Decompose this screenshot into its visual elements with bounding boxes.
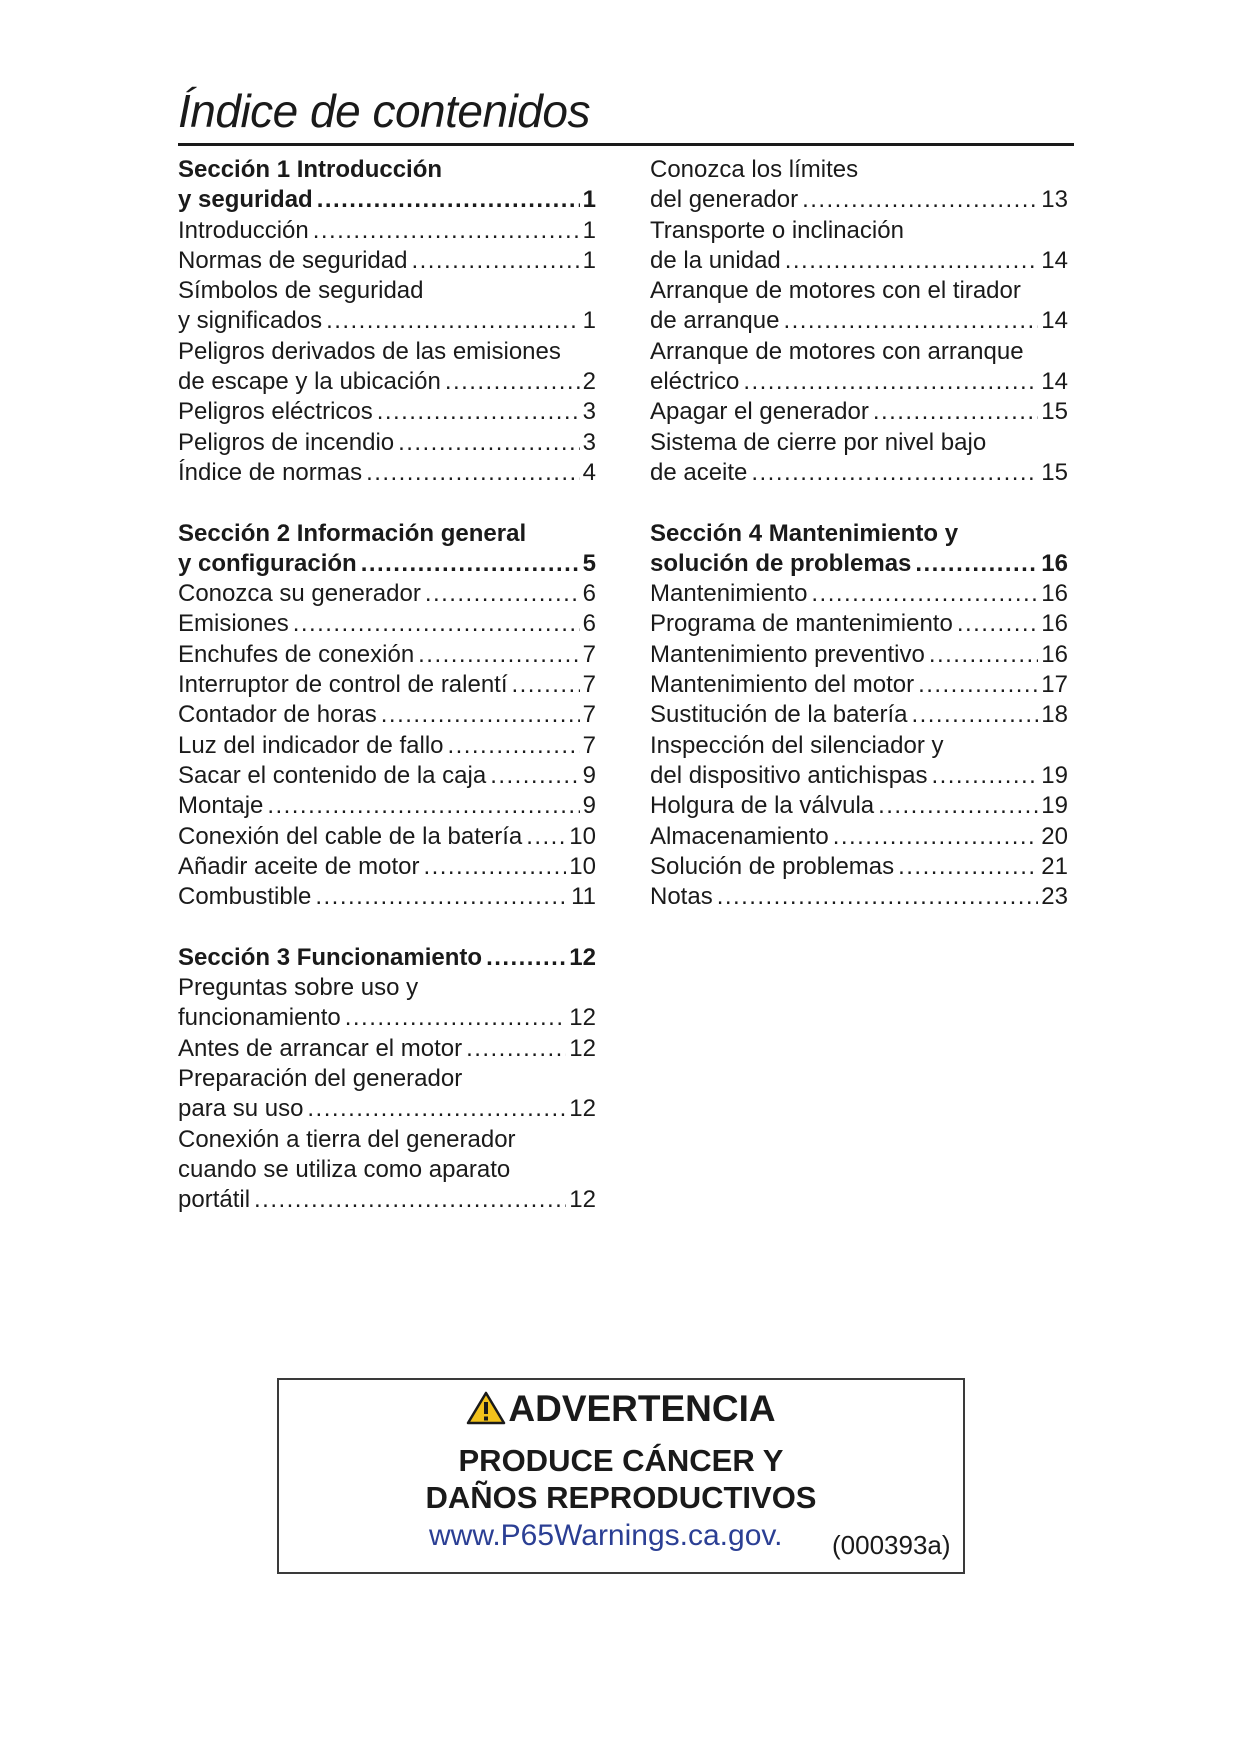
- toc-entry-text: Emisiones: [178, 610, 289, 638]
- toc-entry: [178, 1125, 596, 1155]
- toc-entry-text: Arranque de motores con arranque: [650, 337, 1024, 365]
- toc-entry: [178, 973, 596, 1003]
- toc-page-number: 5: [582, 549, 596, 577]
- toc-entry[interactable]: [650, 397, 1068, 427]
- toc-dot-leader: [785, 246, 1039, 276]
- toc-dot-leader: [317, 185, 580, 215]
- toc-dot-leader: [423, 852, 566, 882]
- toc-dot-leader: [898, 852, 1038, 882]
- toc-page-number: 7: [582, 671, 596, 699]
- toc-entry: [178, 1155, 596, 1185]
- toc-entry[interactable]: [178, 458, 596, 488]
- toc-entry-text: Conexión del cable de la batería: [178, 822, 523, 850]
- toc-entry[interactable]: [178, 428, 596, 458]
- warning-triangle-icon: [466, 1391, 506, 1434]
- toc-dot-leader: [929, 640, 1038, 670]
- toc-entry-text: Inspección del silenciador y: [650, 731, 944, 759]
- toc-page-number: 10: [569, 852, 596, 880]
- toc-entry-text: Peligros derivados de las emisiones: [178, 337, 561, 365]
- toc-dot-leader: [717, 882, 1039, 912]
- toc-page-number: 20: [1041, 822, 1068, 850]
- toc-entry-text: Interruptor de control de ralentí: [178, 671, 508, 699]
- toc-entry-text: Arranque de motores con el tirador: [650, 277, 1021, 305]
- toc-dot-leader: [512, 670, 580, 700]
- toc-entry-text: Mantenimiento: [650, 580, 808, 608]
- warning-heading: ADVERTENCIA: [508, 1388, 776, 1429]
- toc-entry[interactable]: [178, 761, 596, 791]
- toc-page-number: 21: [1041, 852, 1068, 880]
- toc-entry[interactable]: [178, 670, 596, 700]
- toc-spacer: [178, 488, 596, 518]
- toc-entry-text: Sistema de cierre por nivel bajo: [650, 428, 987, 456]
- toc-entry-text: eléctrico: [650, 368, 740, 396]
- toc-page-number: 19: [1041, 761, 1068, 789]
- warning-line-1: PRODUCE CÁNCER Y: [458, 1443, 784, 1478]
- toc-entry[interactable]: [178, 216, 596, 246]
- toc-dot-leader: [915, 549, 1038, 579]
- warning-code: (000393a): [832, 1530, 951, 1560]
- toc-dot-leader: [878, 791, 1038, 821]
- toc-dot-leader: [293, 609, 580, 639]
- toc-page-number: 4: [582, 458, 596, 486]
- toc-entry[interactable]: [178, 246, 596, 276]
- toc-dot-leader: [448, 731, 580, 761]
- toc-entry[interactable]: [650, 367, 1068, 397]
- toc-dot-leader: [833, 822, 1039, 852]
- toc-page-number: 16: [1041, 580, 1068, 608]
- toc-entry[interactable]: [650, 791, 1068, 821]
- toc-page-number: 13: [1041, 186, 1068, 214]
- toc-entry[interactable]: [178, 579, 596, 609]
- toc-entry-text: Luz del indicador de fallo: [178, 731, 444, 759]
- toc-entry[interactable]: [178, 367, 596, 397]
- toc-entry[interactable]: [650, 670, 1068, 700]
- toc-left-column: [178, 155, 596, 1215]
- toc-page-number: 14: [1041, 368, 1068, 396]
- toc-entry-text: Notas: [650, 883, 713, 911]
- toc-dot-leader: [751, 458, 1038, 488]
- toc-entry-text: de aceite: [650, 458, 748, 486]
- toc-entry[interactable]: [650, 185, 1068, 215]
- toc-entry[interactable]: [178, 822, 596, 852]
- toc-section-heading[interactable]: [178, 185, 596, 215]
- warning-line-2: DAÑOS REPRODUCTIVOS: [425, 1480, 817, 1515]
- toc-page-number: 7: [582, 701, 596, 729]
- toc-dot-leader: [873, 397, 1038, 427]
- toc-dot-leader: [912, 700, 1039, 730]
- toc-page-number: 15: [1041, 398, 1068, 426]
- toc-entry[interactable]: [650, 246, 1068, 276]
- toc-page-number: 16: [1041, 549, 1068, 577]
- toc-entry[interactable]: [650, 700, 1068, 730]
- toc-entry-text: Mantenimiento preventivo: [650, 640, 925, 668]
- toc-entry: [650, 155, 1068, 185]
- toc-entry-text: Preguntas sobre uso y: [178, 974, 419, 1002]
- toc-entry[interactable]: [650, 458, 1068, 488]
- toc-dot-leader: [957, 609, 1038, 639]
- toc-entry[interactable]: [650, 761, 1068, 791]
- toc-page-number: 1: [582, 186, 596, 214]
- toc-dot-leader: [315, 882, 568, 912]
- toc-dot-leader: [366, 458, 580, 488]
- toc-dot-leader: [398, 428, 580, 458]
- toc-entry: [650, 731, 1068, 761]
- toc-entry-text: funcionamiento: [178, 1004, 341, 1032]
- toc-entry[interactable]: [178, 731, 596, 761]
- toc-page-number: 10: [569, 822, 596, 850]
- toc-page-number: 16: [1041, 640, 1068, 668]
- toc-dot-leader: [307, 1094, 566, 1124]
- toc-entry-text: de arranque: [650, 307, 780, 335]
- toc-spacer: [178, 912, 596, 942]
- toc-dot-leader: [526, 822, 566, 852]
- toc-entry: [650, 216, 1068, 246]
- toc-dot-leader: [381, 700, 580, 730]
- toc-entry[interactable]: [650, 882, 1068, 912]
- toc-page-number: 17: [1041, 671, 1068, 699]
- toc-entry-text: Conozca su generador: [178, 580, 421, 608]
- toc-dot-leader: [361, 549, 580, 579]
- toc-entry[interactable]: [178, 1034, 596, 1064]
- toc-entry: [650, 276, 1068, 306]
- toc-entry-text: Sacar el contenido de la caja: [178, 761, 487, 789]
- warning-heading-row: [279, 1388, 963, 1434]
- toc-page-number: 12: [569, 943, 596, 971]
- toc-entry-text: y configuración: [178, 549, 357, 577]
- toc-page-number: 1: [582, 216, 596, 244]
- toc-entry-text: de la unidad: [650, 246, 781, 274]
- toc-entry-text: Sección 4 Mantenimiento y: [650, 519, 959, 547]
- toc-dot-leader: [326, 306, 580, 336]
- toc-entry-text: Sección 2 Información general: [178, 519, 527, 547]
- toc-entry: [178, 276, 596, 306]
- toc-entry[interactable]: [650, 852, 1068, 882]
- toc-dot-leader: [377, 397, 580, 427]
- title-rule: [178, 143, 1074, 146]
- toc-entry-text: y significados: [178, 307, 323, 335]
- toc-section-heading[interactable]: [178, 943, 596, 973]
- toc-dot-leader: [932, 761, 1039, 791]
- toc-entry: [178, 337, 596, 367]
- toc-section-heading[interactable]: [650, 549, 1068, 579]
- toc-entry-text: Almacenamiento: [650, 822, 829, 850]
- toc-page-number: 6: [582, 610, 596, 638]
- toc-dot-leader: [345, 1003, 567, 1033]
- toc-entry-text: Conexión a tierra del generador: [178, 1125, 516, 1153]
- toc-entry-text: Montaje: [178, 792, 264, 820]
- toc-section-heading: [178, 155, 596, 185]
- toc-entry[interactable]: [178, 306, 596, 336]
- toc-section-heading: [178, 519, 596, 549]
- toc-page-number: 16: [1041, 610, 1068, 638]
- toc-dot-leader: [267, 791, 579, 821]
- toc-entry-text: Sustitución de la batería: [650, 701, 908, 729]
- toc-entry-text: Peligros de incendio: [178, 428, 395, 456]
- toc-page-number: 9: [582, 761, 596, 789]
- toc-entry[interactable]: [178, 640, 596, 670]
- toc-entry[interactable]: [650, 640, 1068, 670]
- toc-entry[interactable]: [178, 700, 596, 730]
- toc-dot-leader: [783, 306, 1038, 336]
- toc-entry-text: cuando se utiliza como aparato: [178, 1155, 511, 1183]
- toc-entry-text: Preparación del generador: [178, 1064, 463, 1092]
- toc-dot-leader: [486, 943, 566, 973]
- toc-entry-text: Apagar el generador: [650, 398, 869, 426]
- toc-entry[interactable]: [178, 397, 596, 427]
- toc-entry-text: Solución de problemas: [650, 852, 895, 880]
- toc-dot-leader: [411, 246, 579, 276]
- toc-page-number: 11: [571, 883, 596, 911]
- toc-entry[interactable]: [650, 609, 1068, 639]
- toc-page-number: 7: [582, 640, 596, 668]
- toc-entry-text: Enchufes de conexión: [178, 640, 415, 668]
- toc-dot-leader: [418, 640, 579, 670]
- toc-entry-text: Programa de mantenimiento: [650, 610, 953, 638]
- toc-spacer: [650, 488, 1068, 518]
- toc-entry[interactable]: [178, 1094, 596, 1124]
- toc-page-number: 14: [1041, 307, 1068, 335]
- toc-entry[interactable]: [178, 791, 596, 821]
- toc-entry-text: Sección 1 Introducción: [178, 156, 443, 183]
- toc-page-number: 12: [569, 1034, 596, 1062]
- toc-dot-leader: [254, 1185, 566, 1215]
- toc-entry-text: Peligros eléctricos: [178, 398, 373, 426]
- toc-page-number: 6: [582, 580, 596, 608]
- warning-url-link[interactable]: www.P65Warnings.ca.gov.: [429, 1519, 783, 1552]
- toc-entry-text: Símbolos de seguridad: [178, 277, 424, 305]
- toc-entry-text: y seguridad: [178, 186, 313, 214]
- toc-section-heading[interactable]: [178, 549, 596, 579]
- toc-page-number: 3: [582, 428, 596, 456]
- toc-page-number: 9: [582, 792, 596, 820]
- toc-entry-text: Mantenimiento del motor: [650, 671, 915, 699]
- toc-entry-text: de escape y la ubicación: [178, 368, 441, 396]
- page-title: Índice de contenidos: [178, 85, 590, 137]
- toc-entry-text: Normas de seguridad: [178, 246, 408, 274]
- toc-entry-text: del generador: [650, 186, 799, 214]
- toc-page-number: 19: [1041, 792, 1068, 820]
- warning-box: [277, 1378, 965, 1574]
- toc-page-number: 1: [582, 246, 596, 274]
- toc-entry-text: Transporte o inclinación: [650, 216, 904, 244]
- toc-entry[interactable]: [650, 306, 1068, 336]
- toc-page-number: 2: [582, 368, 596, 396]
- toc-page-number: 12: [569, 1004, 596, 1032]
- toc-entry[interactable]: [650, 579, 1068, 609]
- toc-entry-text: Índice de normas: [178, 458, 363, 486]
- toc-entry[interactable]: [178, 882, 596, 912]
- toc-entry-text: Antes de arrancar el motor: [178, 1034, 463, 1062]
- toc-page-number: 23: [1041, 883, 1068, 911]
- toc-dot-leader: [313, 216, 580, 246]
- toc-entry-text: Introducción: [178, 216, 309, 244]
- toc-dot-leader: [490, 761, 579, 791]
- toc-entry-text: Holgura de la válvula: [650, 792, 875, 820]
- toc-page-number: 18: [1041, 701, 1068, 729]
- toc-entry[interactable]: [178, 609, 596, 639]
- toc-entry-text: Contador de horas: [178, 701, 377, 729]
- toc-entry-text: Sección 3 Funcionamiento: [178, 943, 483, 971]
- toc-section-heading: [650, 519, 1068, 549]
- toc-dot-leader: [743, 367, 1038, 397]
- toc-entry[interactable]: [178, 1185, 596, 1215]
- toc-page-number: 3: [582, 398, 596, 426]
- toc-dot-leader: [445, 367, 580, 397]
- toc-entry[interactable]: [178, 1003, 596, 1033]
- toc-dot-leader: [802, 185, 1038, 215]
- toc-entry: [650, 428, 1068, 458]
- toc-right-column: [650, 155, 1068, 912]
- toc-entry[interactable]: [650, 822, 1068, 852]
- toc-dot-leader: [466, 1034, 566, 1064]
- toc-entry-text: Combustible: [178, 883, 312, 911]
- toc-entry-text: Conozca los límites: [650, 156, 859, 183]
- toc-entry-text: Añadir aceite de motor: [178, 852, 420, 880]
- toc-entry[interactable]: [178, 852, 596, 882]
- toc-entry-text: del dispositivo antichispas: [650, 761, 928, 789]
- toc-page-number: 12: [569, 1095, 596, 1123]
- toc-page-number: 7: [582, 731, 596, 759]
- toc-entry: [178, 1064, 596, 1094]
- toc-page-number: 1: [582, 307, 596, 335]
- toc-page-number: 14: [1041, 246, 1068, 274]
- toc-entry-text: portátil: [178, 1186, 251, 1214]
- toc-dot-leader: [811, 579, 1038, 609]
- toc-page-number: 15: [1041, 458, 1068, 486]
- toc-entry-text: para su uso: [178, 1095, 304, 1123]
- toc-dot-leader: [918, 670, 1038, 700]
- toc-dot-leader: [425, 579, 580, 609]
- toc-entry-text: solución de problemas: [650, 549, 912, 577]
- toc-entry: [650, 337, 1068, 367]
- toc-page-number: 12: [569, 1186, 596, 1214]
